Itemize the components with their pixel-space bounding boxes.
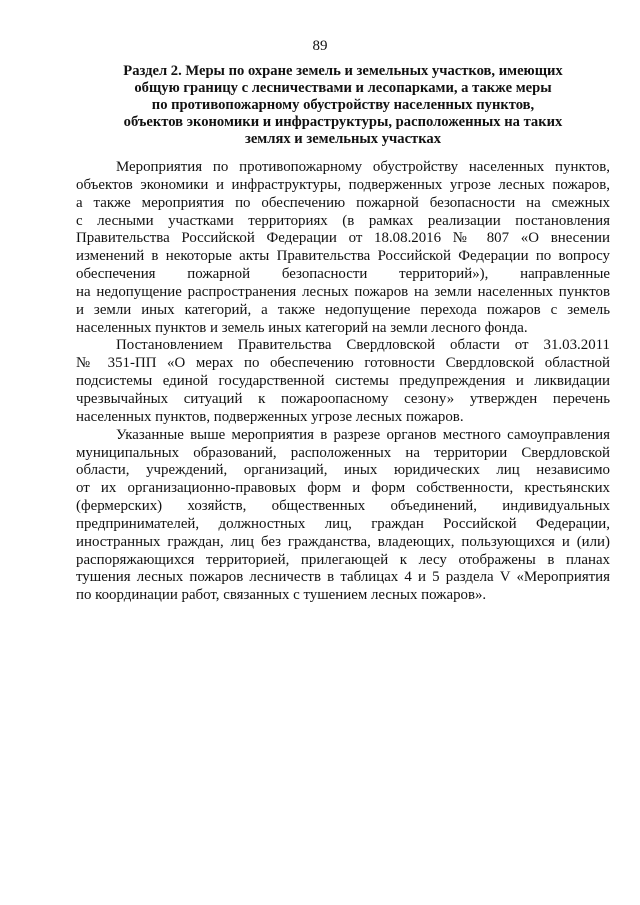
text-line: населенных пунктов и земель иных категорий на земли лесного фонда. [76,319,528,336]
text-line: № 351-ПП «О мерах по обеспечению готовности Свердловской областной [76,355,610,372]
text-line: Правительства Российской Федерации от 18.08.2016 № 807 «О внесении [76,230,610,247]
paragraph [76,159,610,337]
text-line: с лесными участками территориях (в рамках реализации постановления [76,212,610,229]
title-line: землях и земельных участках [244,131,442,147]
section-title [76,63,610,148]
page-number: 89 [312,38,328,54]
text-line: на недопущение распространения лесных пожаров на земли населенных пунктов [76,283,610,300]
text-line: чрезвычайных ситуаций к пожароопасному сезону» утвержден перечень [76,390,610,407]
text-line: Мероприятия по противопожарному обустройству населенных пунктов, [116,159,610,175]
text-line: и земли иных категорий, а также недопущение перехода пожаров с земель [76,301,610,318]
text-line: обеспечения пожарной безопасности территорий»), направленные [76,266,610,283]
text-line: по координации работ, связанных с тушением лесных пожаров». [76,587,487,604]
text-line: Указанные выше мероприятия в разрезе органов местного самоуправления [116,426,610,443]
title-line: Раздел 2. Меры по охране земель и земельных участков, имеющих [123,63,563,79]
title-line: объектов экономики и инфраструктуры, расположенных на таких [123,114,563,130]
text-line: населенных пунктов, подверженных угрозе лесных пожаров. [76,408,464,425]
text-line: изменений в некоторые акты Правительства Российской Федерации по вопросу [76,248,610,265]
text-line: объектов экономики и инфраструктуры, подверженных угрозе лесных пожаров, [76,176,610,193]
text-line: распоряжающихся территорией, прилегающей к лесу отображены в планах [76,551,610,568]
text-line: предпринимателей, должностных лиц, граждан Российской Федерации, [76,515,610,532]
text-line: Постановлением Правительства Свердловской области от 31.03.2011 [116,337,610,354]
text-line: (фермерских) хозяйств, общественных объединений, индивидуальных [76,498,610,515]
text-line: тушения лесных пожаров лесничеств в таблицах 4 и 5 раздела V «Мероприятия [76,569,610,586]
title-line: общую границу с лесничествами и лесопарками, а также меры [134,80,552,96]
text-line: иностранных граждан, лиц без гражданства, владеющих, пользующихся и (или) [76,533,610,550]
text-line: от их организационно-правовых форм и форм собственности, крестьянских [76,480,610,497]
text-line: а также мероприятия по обеспечению пожарной безопасности на смежных [76,194,610,211]
text-line: муниципальных образований, расположенных на территории Свердловской [76,444,610,461]
text-line: подсистемы единой государственной системы предупреждения и ликвидации [76,373,610,390]
title-line: по противопожарному обустройству населенных пунктов, [151,97,535,113]
text-line: области, учреждений, организаций, иных юридических лиц независимо [76,462,610,479]
paragraph [76,427,610,605]
paragraph [76,337,610,426]
body-text [76,159,610,605]
